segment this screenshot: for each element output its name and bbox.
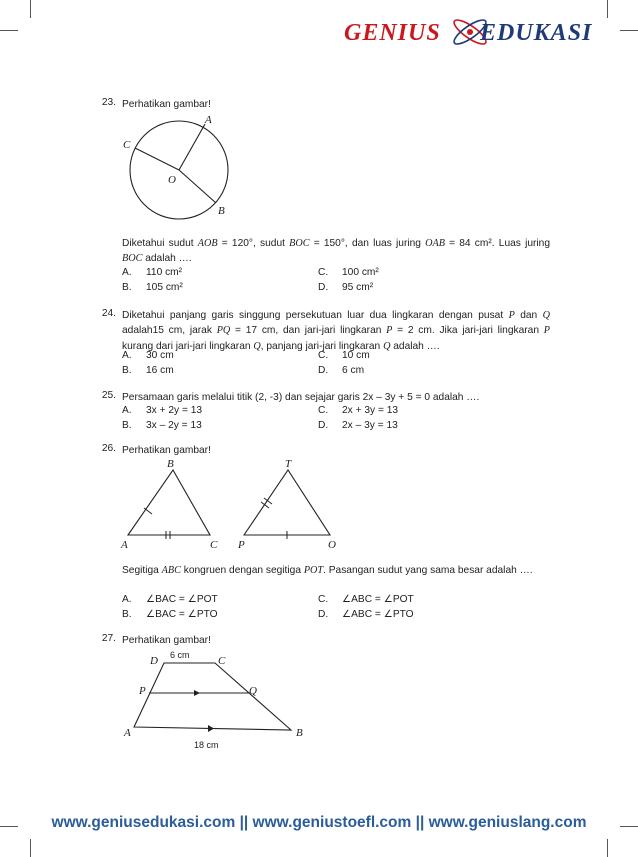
q24-question-text: Diketahui panjang garis singgung persekutuan luar dua lingkaran dengan pusat P dan Q adalah15 cm, jarak PQ = 17 cm, dan jari-jari lingkaran P = 2 cm. Jika jari-jari lingkaran P kurang dari jari-jari lingkaran Q, panjang jari-jari lingkaran Q adalah …. xyxy=(122,310,550,352)
q26-option-d: ∠ABC = ∠PTO xyxy=(342,609,414,620)
q26-option-d-letter: D. xyxy=(318,609,329,620)
q27-length-bottom: 18 cm xyxy=(194,740,219,750)
q23-option-a: 110 cm² xyxy=(146,267,183,278)
q26-option-c: ∠ABC = ∠POT xyxy=(342,594,414,605)
q23-option-b-letter: B. xyxy=(122,282,132,293)
q27-number: 27. xyxy=(101,633,116,644)
q25-number: 25. xyxy=(101,390,116,401)
q23-label-b: B xyxy=(218,205,225,217)
q26-label-o: O xyxy=(328,539,336,551)
q23-question-text: Diketahui sudut AOB = 120°, sudut BOC = 150°, dan luas juring OAB = 84 cm². Luas juring BOC adalah …. xyxy=(122,238,550,265)
crop-mark-top-left-v xyxy=(30,0,31,18)
q26-option-b: ∠BAC = ∠PTO xyxy=(146,609,218,620)
crop-mark-top-left-h xyxy=(0,30,18,31)
q26-number: 26. xyxy=(101,443,116,454)
q24-option-a-letter: A. xyxy=(122,350,132,361)
q26-option-b-letter: B. xyxy=(122,609,132,620)
q24-option-d: 6 cm xyxy=(342,365,365,376)
q26-label-t: T xyxy=(285,458,292,470)
q24-option-b: 16 cm xyxy=(146,365,174,376)
q23-option-a-letter: A. xyxy=(122,267,132,278)
q23-option-d-letter: D. xyxy=(318,282,329,293)
q25-option-d-letter: D. xyxy=(318,420,329,431)
q27-trapezoid-figure xyxy=(120,655,320,745)
footer-links[interactable]: www.geniusedukasi.com || www.geniustoefl.com || www.geniuslang.com xyxy=(51,814,587,831)
q23-option-c: 100 cm² xyxy=(342,267,379,278)
q25-question-text: Persamaan garis melalui titik (2, -3) dan sejajar garis 2x – 3y + 5 = 0 adalah …. xyxy=(122,392,480,403)
q27-label-c: C xyxy=(218,655,226,667)
q26-label-c: C xyxy=(210,539,218,551)
q25-option-c: 2x + 3y = 13 xyxy=(342,405,399,416)
q24-option-d-letter: D. xyxy=(318,365,329,376)
q24-option-b-letter: B. xyxy=(122,365,132,376)
q24-number: 24. xyxy=(101,308,116,319)
q26-option-a-letter: A. xyxy=(122,594,132,605)
q27-label-b: B xyxy=(296,727,303,739)
q27-label-a: A xyxy=(124,727,131,739)
brand-logo xyxy=(330,10,600,54)
q23-option-c-letter: C. xyxy=(318,267,329,278)
q27-prompt: Perhatikan gambar! xyxy=(122,635,211,646)
q24-option-a: 30 cm xyxy=(146,350,174,361)
q26-question-text: Segitiga ABC kongruen dengan segitiga POT. Pasangan sudut yang sama besar adalah …. xyxy=(122,565,533,576)
q23-option-b: 105 cm² xyxy=(146,282,183,293)
q24-option-c-letter: C. xyxy=(318,350,329,361)
q26-label-b: B xyxy=(167,458,174,470)
q26-label-p: P xyxy=(238,539,245,551)
q26-triangles-figure xyxy=(118,460,358,540)
q25-option-b-letter: B. xyxy=(122,420,132,431)
q27-label-p: P xyxy=(139,685,146,697)
q23-option-d: 95 cm² xyxy=(342,282,374,293)
q26-option-a: ∠BAC = ∠POT xyxy=(146,594,218,605)
crop-mark-bottom-left-v xyxy=(30,839,31,857)
q23-label-c: C xyxy=(123,139,131,151)
q23-prompt: Perhatikan gambar! xyxy=(122,99,211,110)
crop-mark-top-right-v xyxy=(607,0,608,18)
q23-label-o: O xyxy=(168,174,176,186)
q27-length-top: 6 cm xyxy=(170,650,190,660)
q27-label-d: D xyxy=(150,655,158,667)
logo-text-right: EDUKASI xyxy=(480,20,593,46)
q25-option-a-letter: A. xyxy=(122,405,132,416)
q26-option-c-letter: C. xyxy=(318,594,329,605)
q25-option-a: 3x + 2y = 13 xyxy=(146,405,203,416)
logo-text-left: GENIUS xyxy=(344,20,441,46)
crop-mark-bottom-right-v xyxy=(607,839,608,857)
q25-option-c-letter: C. xyxy=(318,405,329,416)
q26-label-a: A xyxy=(121,539,128,551)
q25-option-b: 3x – 2y = 13 xyxy=(146,420,202,431)
q24-option-c: 10 cm xyxy=(342,350,370,361)
crop-mark-top-right-h xyxy=(620,30,638,31)
q23-label-a: A xyxy=(205,114,212,126)
q25-option-d: 2x – 3y = 13 xyxy=(342,420,398,431)
q27-label-q: Q xyxy=(249,685,257,697)
q23-number: 23. xyxy=(101,97,116,108)
q26-prompt: Perhatikan gambar! xyxy=(122,445,211,456)
